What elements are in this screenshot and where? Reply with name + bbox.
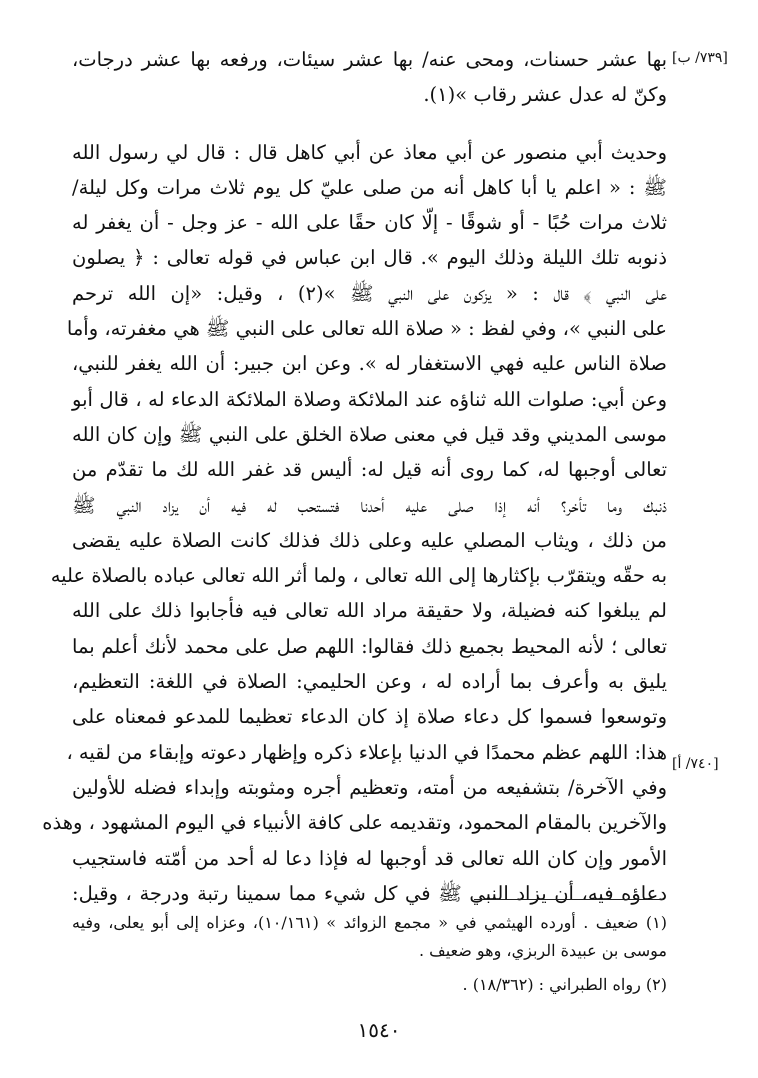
text-line: والآخرين بالمقام المحمود، وتقديمه على كافة الأنبياء في اليوم المشهود ، وهذه [42, 811, 667, 835]
text-line: بها عشر حسنات، ومحى عنه/ بها عشر سيئات، ورفعه بها عشر درجات، [72, 48, 667, 71]
text-line: ثلاث مرات حُبًا - أو شوقًا - إلّا كان حقًا على الله - عز وجل - أن يغفر له [72, 211, 667, 235]
text-line: وتوسعوا فسموا كل دعاء صلاة إذ كان الدعاء تعظيما للمدعو فمعناه على [72, 705, 667, 729]
main-text [42, 42, 667, 911]
manuscript-folio-note-2: [٧٤٠/ أ] [672, 756, 719, 772]
text-line: ﷺ : « اعلم يا أبا كاهل أنه من صلى عليّ كل يوم ثلاث مرات وكل ليلة/ [72, 175, 667, 199]
text-line: وحديث أبي منصور عن أبي معاذ عن أبي كاهل قال : قال لي رسول الله [72, 140, 667, 164]
footnote-separator [474, 899, 664, 900]
text-line: ذنبك وما تأخر؟ أنه إذا صلى عليه أحدنا فتستحب له فيه أن يزاد النبي ﷺ [72, 493, 667, 517]
manuscript-folio-note-1: [٧٣٩/ ب] [672, 50, 728, 66]
text-line: دعاؤه فيه، أن يزاد النبي ﷺ في كل شيء مما سمينا رتبة ودرجة ، وقيل: [72, 881, 667, 905]
text-line: وعن أبي: صلوات الله ثناؤه عند الملائكة وصلاة الملائكة الدعاء له ، قال أبو [72, 387, 667, 411]
text-line: على النبي »، وفي لفظ : « صلاة الله تعالى على النبي ﷺ هي مغفرته، وأما [66, 317, 667, 341]
text-line: من ذلك ، ويثاب المصلي عليه وعلى ذلك فذلك كانت الصلاة عليه يقضى [72, 528, 667, 552]
paragraph-gap [72, 113, 667, 135]
text-line: يليق به وأعرف بما أراده له ، وعن الحليمي: الصلاة في اللغة: التعظيم، [72, 670, 667, 694]
text-line: تعالى ؛ لأنه المحيط بجميع ذلك فقالوا: اللهم صل على محمد لأنك أعلم بما [72, 634, 667, 658]
footnote-line: موسى بن عبيدة الربزي، وهو ضعيف . [418, 941, 667, 960]
text-line: الأمور وإن كان الله تعالى قد أوجبها له فإذا دعا له أحد من أمّته فاستجيب [72, 846, 667, 870]
text-line: موسى المديني وقد قيل في معنى صلاة الخلق على النبي ﷺ وإن كان الله [72, 422, 667, 446]
text-line: على النبي ﴾ قال : « يزكون على النبي ﷺ »(٢) ، وقيل: «إن الله ترحم [72, 281, 667, 305]
text-line: وفي الآخرة/ بتشفيعه من أمته، وتعظيم أجره ومثوبته وإبداء فضله للأولين [72, 775, 667, 799]
footnotes [72, 909, 667, 999]
text-line: وكنّ له عدل عشر رقاب »(١). [423, 83, 667, 107]
text-line: ذنوبه تلك الليلة وذلك اليوم ». قال ابن عباس في قوله تعالى : ﴿ يصلون [72, 246, 667, 270]
text-line: صلاة الناس عليه فهي الاستغفار له ». وعن ابن جبير: أن الله يغفر للنبي، [72, 352, 667, 376]
text-line: هذا: اللهم عظم محمدًا في الدنيا بإعلاء ذكره وإظهار دعوته وإبقاء من لقيه ، [66, 740, 667, 764]
text-line: تعالى أوجبها له، كما روى أنه قيل له: أليس قد غفر الله لك ما تقدّم من [72, 458, 667, 482]
footnote-line: (٢) رواه الطبراني : (١٨/٣٦٢) . [462, 975, 667, 994]
page-number: ١٥٤٠ [357, 1018, 401, 1042]
footnote-line: (١) ضعيف . أورده الهيثمي في « مجمع الزوائد » (١٠/١٦١)، وعزاه إلى أبو يعلى، وفيه [72, 913, 667, 932]
text-line: به حقّه ويتقرّب بإكثارها إلى الله تعالى ، ولما أثر الله تعالى عباده بالصلاة عليه [50, 564, 667, 588]
text-line: لم يبلغوا كنه فضيلة، ولا حقيقة مراد الله تعالى فيه فأجابوا ذلك على الله [72, 599, 667, 623]
